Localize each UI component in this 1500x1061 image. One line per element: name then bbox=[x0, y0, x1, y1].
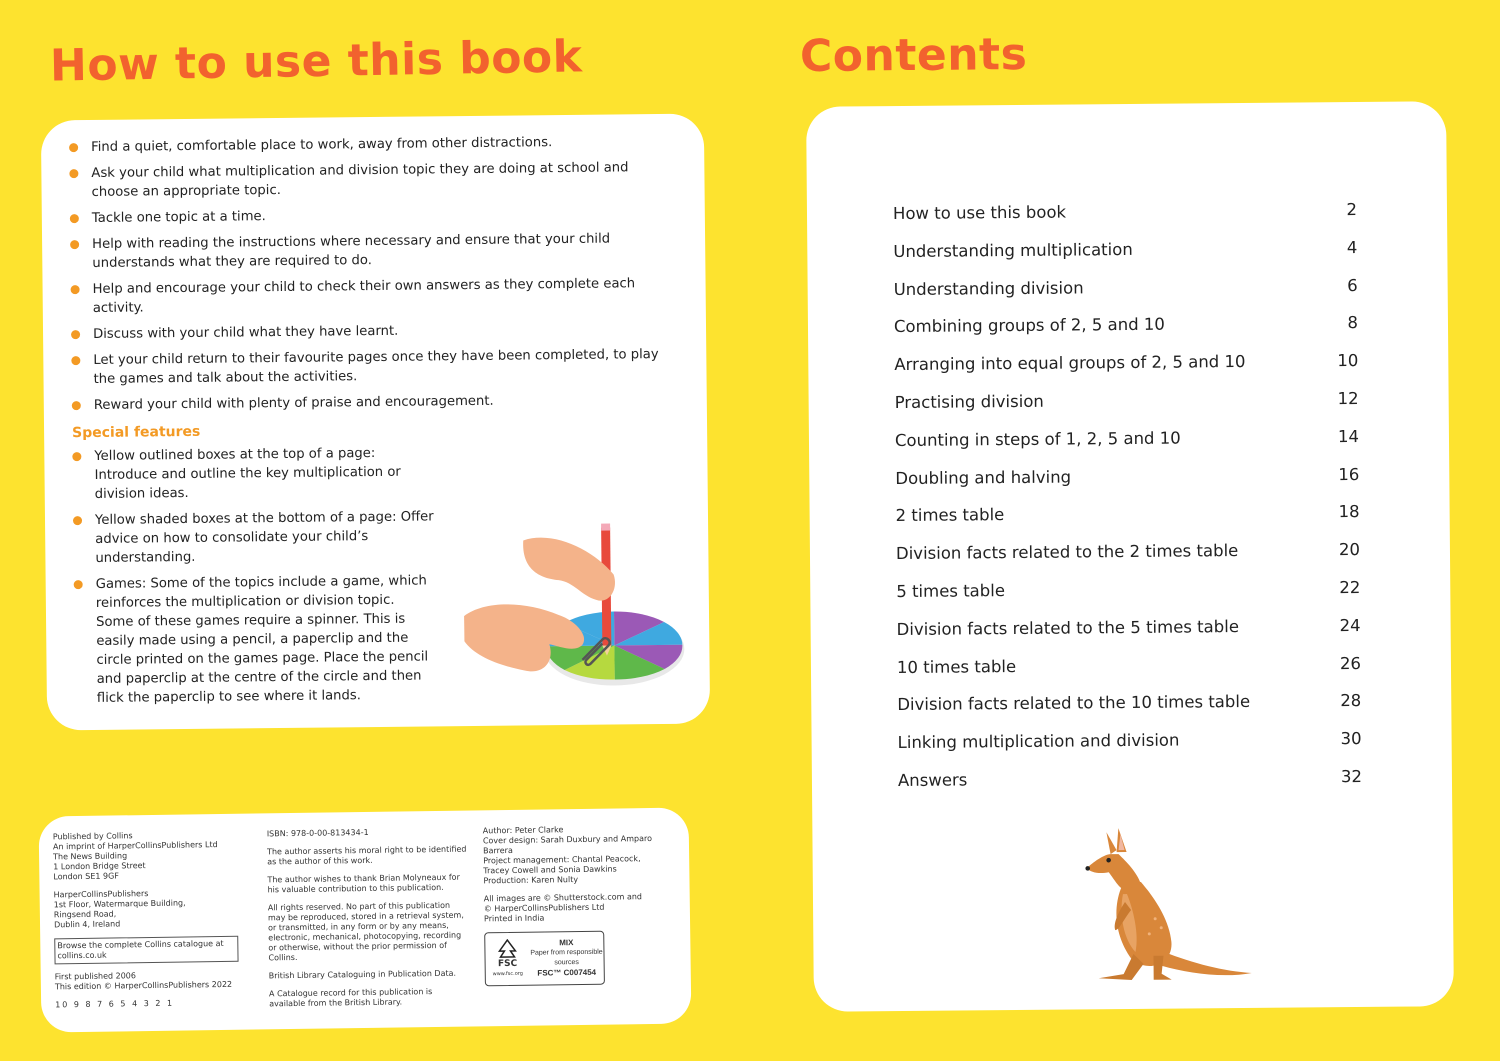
toc-label: Understanding multiplication bbox=[893, 239, 1133, 261]
toc-label: Division facts related to the 5 times table bbox=[896, 616, 1240, 639]
toc-row bbox=[894, 351, 1358, 393]
toc-page-number: 28 bbox=[1340, 691, 1362, 711]
tip-item: Help with reading the instructions where necessary and ensure that your child understands what they are required to do. bbox=[70, 229, 680, 273]
toc-page-number: 32 bbox=[1340, 766, 1363, 787]
toc-page-number: 2 bbox=[1346, 200, 1358, 220]
bullet-icon bbox=[72, 452, 81, 461]
fsc-mix: MIX bbox=[559, 938, 574, 948]
toc-label: Practising division bbox=[894, 391, 1044, 413]
tip-item: Help and encourage your child to check their own answers as they complete each activity. bbox=[70, 274, 680, 318]
toc-label: Arranging into equal groups of 2, 5 and 10 bbox=[894, 352, 1246, 375]
print-line: 10 9 8 7 6 5 4 3 2 1 bbox=[55, 998, 175, 1010]
toc-page-number: 10 bbox=[1337, 351, 1359, 371]
kangaroo-illustration bbox=[1052, 823, 1253, 990]
bullet-icon bbox=[69, 143, 78, 152]
toc-label: How to use this book bbox=[892, 202, 1067, 224]
toc-row bbox=[893, 238, 1357, 280]
toc-row bbox=[897, 616, 1361, 658]
browse-catalogue-box: Browse the complete Collins catalogue at collins.co.uk bbox=[54, 936, 238, 965]
tip-item: Find a quiet, comfortable place to work, away from other distractions. bbox=[69, 132, 679, 157]
toc-page-number: 4 bbox=[1346, 237, 1358, 257]
spinner-hand-illustration bbox=[463, 519, 685, 701]
imprint-column-1 bbox=[53, 830, 246, 1019]
tip-item: Ask your child what multiplication and division topic they are doing at school and choose an appropriate topic. bbox=[69, 158, 679, 202]
rights-text: All rights reserved. No part of this publication may be reproduced, stored in a retrieval system, or transmitted, in any form or by any means, electronic, mechanical, photocopying, recording or otherwise, without the prior permission of Collins. bbox=[267, 900, 464, 963]
toc-label: Division facts related to the 2 times table bbox=[895, 541, 1239, 564]
how-to-use-panel bbox=[41, 114, 710, 731]
tip-item: Reward your child with plenty of praise and encouragement. bbox=[72, 390, 682, 415]
toc-row bbox=[895, 389, 1359, 431]
how-to-use-title: How to use this book bbox=[49, 31, 583, 92]
bullet-icon bbox=[71, 330, 80, 339]
toc-page-number: 24 bbox=[1339, 615, 1361, 635]
thanks-text: The author wishes to thank Brian Molyneaux for his valuable contribution to this publication. bbox=[267, 872, 460, 895]
toc-row bbox=[894, 276, 1358, 318]
feature-item: Yellow outlined boxes at the top of a page: Introduce and outline the key multiplication or division ideas. bbox=[72, 443, 435, 504]
isbn-text: ISBN: 978-0-00-813434-1 bbox=[266, 827, 369, 839]
tip-item: Let your child return to their favourite pages once they have been completed, to play the games and talk about the activities. bbox=[71, 345, 681, 389]
feature-item: Yellow shaded boxes at the bottom of a page: Offer advice on how to consolidate your child’s understanding. bbox=[73, 507, 436, 568]
toc-label: Division facts related to the 10 times table bbox=[897, 692, 1251, 715]
imprint-column-3 bbox=[483, 824, 685, 987]
toc-row bbox=[895, 465, 1359, 507]
tip-item: Discuss with your child what they have learnt. bbox=[71, 319, 681, 344]
special-features-heading: Special features bbox=[72, 423, 201, 442]
toc-page-number: 26 bbox=[1339, 653, 1362, 673]
cataloguing-text: British Library Cataloguing in Publication Data. bbox=[268, 968, 457, 981]
contents-title: Contents bbox=[799, 29, 1028, 82]
toc-page-number: 12 bbox=[1337, 388, 1359, 409]
bullet-icon bbox=[74, 580, 83, 589]
toc-row bbox=[894, 313, 1358, 355]
fsc-logo bbox=[484, 931, 605, 987]
bullet-icon bbox=[73, 516, 82, 525]
bullet-icon bbox=[70, 214, 79, 223]
toc-page-number: 6 bbox=[1347, 275, 1358, 295]
tips-list bbox=[69, 132, 682, 415]
toc-row bbox=[898, 767, 1362, 809]
toc-row bbox=[896, 502, 1360, 544]
fsc-tree-icon bbox=[496, 939, 518, 959]
toc-page-number: 20 bbox=[1338, 540, 1361, 560]
toc-label: Counting in steps of 1, 2, 5 and 10 bbox=[894, 428, 1181, 450]
toc-label: Answers bbox=[897, 770, 968, 790]
credits-text: Author: Peter Clarke Cover design: Sarah Duxbury and Amparo Barrera Project management: Chantal Peacock, Tracey Cowell and Sonia Dawkins Production: Karen Nulty bbox=[482, 825, 653, 886]
fsc-site: www.fsc.org bbox=[492, 970, 523, 978]
toc-label: Understanding division bbox=[893, 277, 1084, 299]
toc-page-number: 14 bbox=[1337, 426, 1360, 446]
toc-page-number: 18 bbox=[1338, 502, 1360, 522]
publisher-address: HarperCollinsPublishers 1st Floor, Watermarque Building, Ringsend Road, Dublin 4, Ireland bbox=[53, 889, 186, 930]
tip-item: Tackle one topic at a time. bbox=[70, 203, 680, 228]
toc-row bbox=[897, 654, 1361, 696]
toc-row bbox=[898, 729, 1362, 771]
toc-page-number: 22 bbox=[1339, 577, 1361, 598]
imprint-panel bbox=[39, 807, 692, 1032]
publisher-text: Published by Collins An imprint of HarperCollinsPublishers Ltd The News Building 1 London Bridge Street London SE1 9GF bbox=[52, 831, 218, 882]
toc-label: Linking multiplication and division bbox=[897, 730, 1180, 753]
toc-label: Doubling and halving bbox=[895, 467, 1072, 488]
toc-row bbox=[895, 427, 1359, 469]
feature-item: Games: Some of the topics include a game, which reinforces the multiplication or division topic. Some of these games require a spinner. This is easily made using a pencil, a paperclip and the circle printed on the games page. Place the pencil and paperclip at the centre of the circle and then flick the paperclip to see where it lands. bbox=[74, 571, 437, 708]
bullet-icon bbox=[69, 169, 78, 178]
catalogue-record-text: A Catalogue record for this publication is available from the British Library. bbox=[268, 987, 433, 1009]
imprint-column-2 bbox=[267, 827, 470, 1018]
images-text: All images are © Shutterstock.com and © HarperCollinsPublishers Ltd Printed in India bbox=[483, 892, 643, 924]
toc-label: 10 times table bbox=[896, 656, 1017, 677]
toc-label: 2 times table bbox=[895, 505, 1005, 526]
toc-row bbox=[893, 200, 1357, 242]
bullet-icon bbox=[72, 401, 81, 410]
toc-page-number: 8 bbox=[1347, 313, 1359, 333]
toc-label: 5 times table bbox=[896, 581, 1006, 602]
contents-panel bbox=[806, 101, 1454, 1012]
fsc-paper: Paper from responsible sources bbox=[530, 948, 603, 967]
bullet-icon bbox=[70, 240, 79, 249]
toc-row bbox=[896, 578, 1360, 620]
toc-label: Combining groups of 2, 5 and 10 bbox=[893, 315, 1165, 337]
edition-text: First published 2006 This edition © HarperCollinsPublishers 2022 bbox=[54, 971, 233, 992]
fsc-code: FSC™ C007454 bbox=[537, 967, 597, 978]
toc-row bbox=[897, 691, 1361, 733]
bullet-icon bbox=[71, 356, 80, 365]
moral-right-text: The author asserts his moral right to be identified as the author of this work. bbox=[266, 844, 467, 867]
bullet-icon bbox=[71, 285, 80, 294]
toc-page-number: 16 bbox=[1338, 464, 1360, 484]
toc-row bbox=[896, 540, 1360, 582]
table-of-contents bbox=[893, 200, 1362, 809]
fsc-label: FSC bbox=[497, 958, 518, 970]
toc-page-number: 30 bbox=[1340, 729, 1362, 749]
